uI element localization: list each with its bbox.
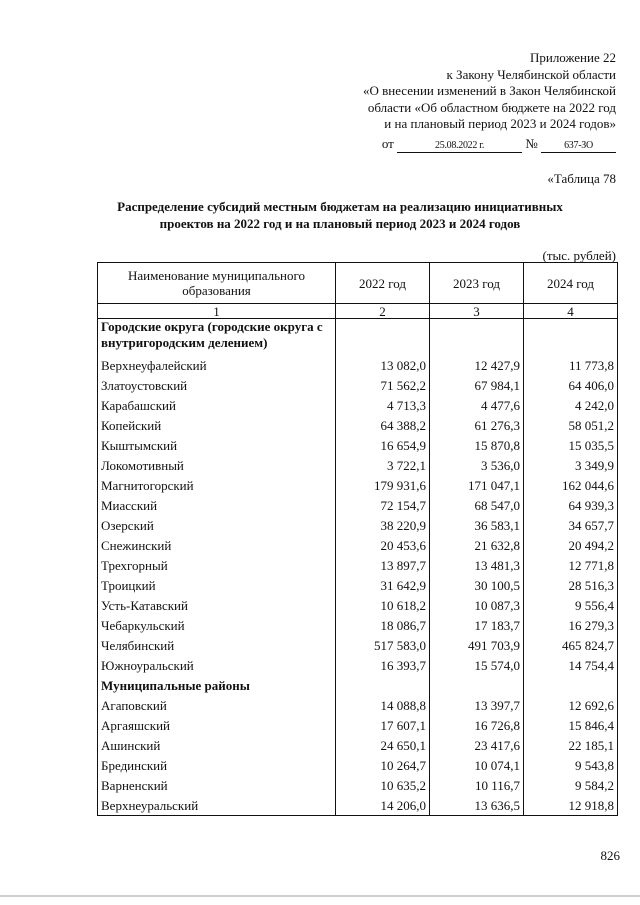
subsidy-value: 4 242,0 [524,395,618,415]
subsidy-value: 14 206,0 [336,795,430,816]
table-row [98,735,618,755]
title-line: Распределение субсидий местным бюджетам на реализацию инициативных [117,199,563,214]
column-header: 2022 год [336,263,430,304]
municipality-name: Усть-Катавский [98,595,336,615]
subsidy-value: 18 086,7 [336,615,430,635]
appendix-header [363,50,616,133]
column-header: Наименование муниципального образования [98,263,336,304]
table-row [98,455,618,475]
municipality-name: Ашинский [98,735,336,755]
subsidy-value: 13 481,3 [430,555,524,575]
empty-cell [524,675,618,695]
subsidy-value: 58 051,2 [524,415,618,435]
table-row [98,555,618,575]
municipality-name: Снежинский [98,535,336,555]
column-number: 3 [430,304,524,319]
law-date-number [382,136,616,153]
table-row [98,375,618,395]
subsidy-value: 17 607,1 [336,715,430,735]
footer-divider [0,895,640,897]
section-row [98,319,618,356]
municipality-name: Челябинский [98,635,336,655]
subsidy-value: 162 044,6 [524,475,618,495]
header-line: «О внесении изменений в Закон Челябинской [362,83,616,98]
subsidy-value: 15 035,5 [524,435,618,455]
municipality-name: Верхнеуральский [98,795,336,816]
subsidy-value: 13 397,7 [430,695,524,715]
subsidy-value: 71 562,2 [336,375,430,395]
law-number: 637-ЗО [541,140,616,153]
header-line: и на плановый период 2023 и 2024 годов» [384,116,616,131]
subsidy-value: 10 087,3 [430,595,524,615]
units-label: (тыс. рублей) [542,248,616,263]
subsidy-value: 30 100,5 [430,575,524,595]
municipality-name: Южноуральский [98,655,336,675]
subsidy-value: 38 220,9 [336,515,430,535]
subsidy-value: 20 494,2 [524,535,618,555]
table-row [98,615,618,635]
table-label: «Таблица 78 [547,171,616,186]
header-line: области «Об областном бюджете на 2022 год [367,99,616,115]
subsidy-value: 64 406,0 [524,375,618,395]
subsidy-value: 10 116,7 [430,775,524,795]
subsidy-value: 179 931,6 [336,475,430,495]
subsidy-value: 24 650,1 [336,735,430,755]
table-row [98,715,618,735]
table-row [98,575,618,595]
subsidy-value: 22 185,1 [524,735,618,755]
subsidy-value: 36 583,1 [430,515,524,535]
column-number: 2 [336,304,430,319]
municipality-name: Локомотивный [98,455,336,475]
subsidy-value: 491 703,9 [430,635,524,655]
subsidy-value: 21 632,8 [430,535,524,555]
table-row [98,495,618,515]
page-number: 826 [600,848,620,863]
subsidy-value: 23 417,6 [430,735,524,755]
document-title [95,198,585,232]
subsidy-value: 12 692,6 [524,695,618,715]
section-row [98,675,618,695]
header-line: к Закону Челябинской области [446,66,616,82]
subsidy-value: 4 477,6 [430,395,524,415]
subsidy-value: 10 618,2 [336,595,430,615]
municipality-name: Троицкий [98,575,336,595]
column-header: 2023 год [430,263,524,304]
table-row [98,415,618,435]
subsidy-value: 14 088,8 [336,695,430,715]
municipality-name: Аргаяшский [98,715,336,735]
subsidy-value: 13 636,5 [430,795,524,816]
subsidy-value: 12 427,9 [430,355,524,375]
section-title: Городские округа (городские округа с внутригородским делением) [98,319,336,356]
subsidy-value: 3 349,9 [524,455,618,475]
column-number: 4 [524,304,618,319]
table-row [98,435,618,455]
subsidy-value: 14 754,4 [524,655,618,675]
from-label: от [381,136,394,151]
subsidy-value: 12 771,8 [524,555,618,575]
subsidy-value: 16 726,8 [430,715,524,735]
subsidy-value: 64 388,2 [336,415,430,435]
number-label: № [525,136,538,151]
municipality-name: Кыштымский [98,435,336,455]
section-title: Муниципальные районы [98,675,336,695]
municipality-name: Агаповский [98,695,336,715]
subsidy-value: 3 536,0 [430,455,524,475]
table-row [98,475,618,495]
subsidy-value: 9 543,8 [524,755,618,775]
subsidy-value: 9 584,2 [524,775,618,795]
subsidy-value: 4 713,3 [336,395,430,415]
column-header: 2024 год [524,263,618,304]
subsidy-value: 16 654,9 [336,435,430,455]
subsidy-value: 16 393,7 [336,655,430,675]
subsidy-value: 20 453,6 [336,535,430,555]
subsidy-value: 64 939,3 [524,495,618,515]
subsidy-value: 10 074,1 [430,755,524,775]
table-row [98,395,618,415]
municipality-name: Чебаркульский [98,615,336,635]
municipality-name: Верхнеуфалейский [98,355,336,375]
subsidy-value: 11 773,8 [524,355,618,375]
subsidy-value: 13 897,7 [336,555,430,575]
table-row [98,595,618,615]
subsidy-value: 9 556,4 [524,595,618,615]
municipality-name: Трехгорный [98,555,336,575]
municipality-name: Златоустовский [98,375,336,395]
subsidy-value: 72 154,7 [336,495,430,515]
table-row [98,355,618,375]
empty-cell [430,675,524,695]
table-row [98,535,618,555]
municipality-name: Магнитогорский [98,475,336,495]
table-body [98,319,618,816]
subsidy-value: 10 635,2 [336,775,430,795]
table-row [98,775,618,795]
municipality-name: Миасский [98,495,336,515]
subsidy-value: 465 824,7 [524,635,618,655]
subsidy-value: 3 722,1 [336,455,430,475]
municipality-name: Копейский [98,415,336,435]
subsidy-value: 61 276,3 [430,415,524,435]
subsidy-value: 13 082,0 [336,355,430,375]
law-date: 25.08.2022 г. [397,140,522,153]
subsidy-value: 12 918,8 [524,795,618,816]
table-row [98,795,618,816]
subsidy-value: 28 516,3 [524,575,618,595]
subsidy-value: 15 574,0 [430,655,524,675]
table-row [98,755,618,775]
empty-cell [336,675,430,695]
subsidy-value: 17 183,7 [430,615,524,635]
municipality-name: Карабашский [98,395,336,415]
municipality-name: Варненский [98,775,336,795]
column-number: 1 [98,304,336,319]
table-row [98,655,618,675]
subsidy-value: 16 279,3 [524,615,618,635]
subsidy-value: 31 642,9 [336,575,430,595]
subsidies-table [97,262,618,816]
subsidy-value: 15 870,8 [430,435,524,455]
subsidy-value: 34 657,7 [524,515,618,535]
subsidy-value: 15 846,4 [524,715,618,735]
subsidy-value: 10 264,7 [336,755,430,775]
subsidy-value: 171 047,1 [430,475,524,495]
subsidy-value: 68 547,0 [430,495,524,515]
subsidy-value: 67 984,1 [430,375,524,395]
header-line: Приложение 22 [529,50,616,65]
municipality-name: Брединский [98,755,336,775]
table-row [98,635,618,655]
subsidy-value: 517 583,0 [336,635,430,655]
municipality-name: Озерский [98,515,336,535]
title-line: проектов на 2022 год и на плановый период 2023 и 2024 годов [159,216,521,231]
table-row [98,515,618,535]
table-row [98,695,618,715]
